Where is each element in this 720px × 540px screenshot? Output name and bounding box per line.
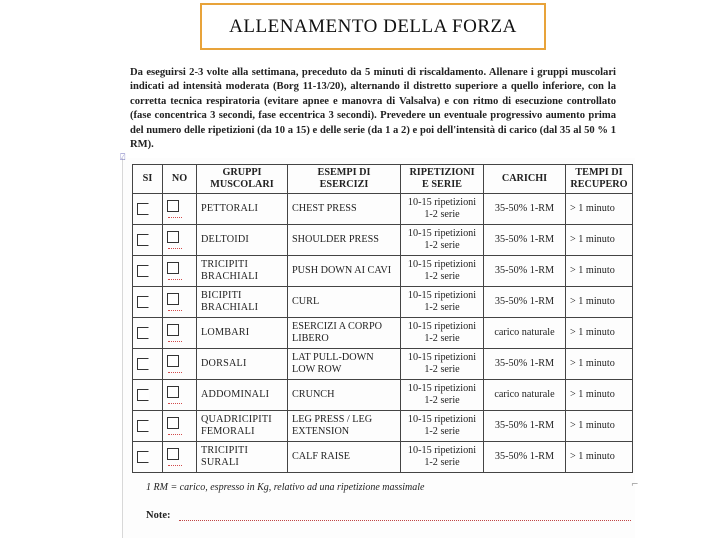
checkbox-si[interactable] — [137, 265, 149, 277]
muscle-group: ADDOMINALI — [197, 380, 288, 411]
checkbox-si[interactable] — [137, 389, 149, 401]
reps-sets — [401, 256, 484, 287]
intro-paragraph: Da eseguirsi 2-3 volte alla settimana, preceduto da 5 minuti di riscaldamento. Allenare i gruppi muscolari indicati ad intensità moderata (Borg 11-13/20), alternando il distretto superiore a quello inferiore, con la corretta tecnica respiratoria (evitare apnee e manovra di Valsalva) e con ritmo di esecuzione controllato (fase concentrica 3 secondi, fase eccentrica 3 secondi). Prevedere un eventuale progressivo aumento prima del numero delle ripetizioni (da 10 a 15) e delle serie (da 1 a 2) e poi dell'intensità di carico (dal 35 al 50 % 1 RM). — [130, 67, 616, 151]
header-loads: CARICHI — [484, 165, 566, 194]
load-value: carico naturale — [484, 318, 566, 349]
si-cell — [133, 194, 163, 225]
checkbox-si[interactable] — [137, 203, 149, 215]
table-row — [133, 287, 633, 318]
si-cell — [133, 225, 163, 256]
header-rest: TEMPI DI RECUPERO — [566, 165, 633, 194]
sets-text: 1-2 serie — [424, 457, 460, 468]
muscle-group: LOMBARI — [197, 318, 288, 349]
si-cell — [133, 256, 163, 287]
footnote: 1 RM = carico, espresso in Kg, relativo ad una ripetizione massimale — [146, 482, 425, 493]
checkbox-no[interactable] — [167, 231, 179, 243]
load-value: 35-50% 1-RM — [484, 349, 566, 380]
rest-time: > 1 minuto — [566, 349, 633, 380]
reps-text: 10-15 ripetizioni — [407, 228, 477, 239]
no-cell — [163, 349, 197, 380]
spellcheck-underline — [168, 277, 182, 280]
load-value: 35-50% 1-RM — [484, 225, 566, 256]
checkbox-no[interactable] — [167, 200, 179, 212]
muscle-group: BICIPITI BRACHIALI — [197, 287, 288, 318]
si-cell — [133, 349, 163, 380]
exercise-example: CHEST PRESS — [288, 194, 401, 225]
rest-time: > 1 minuto — [566, 287, 633, 318]
table-header-row — [133, 165, 633, 194]
notes-label: Note: — [146, 510, 171, 521]
spellcheck-underline — [168, 401, 182, 404]
no-cell — [163, 194, 197, 225]
header-examples: ESEMPI DI ESERCIZI — [288, 165, 401, 194]
checkbox-si[interactable] — [137, 234, 149, 246]
table-row — [133, 442, 633, 473]
muscle-group: TRICIPITI SURALI — [197, 442, 288, 473]
spellcheck-underline — [168, 463, 182, 466]
rest-time: > 1 minuto — [566, 225, 633, 256]
reps-sets — [401, 349, 484, 380]
notes-line[interactable] — [179, 512, 631, 521]
table-row — [133, 194, 633, 225]
exercise-example: ESERCIZI A CORPO LIBERO — [288, 318, 401, 349]
load-value: 35-50% 1-RM — [484, 442, 566, 473]
spellcheck-underline — [168, 215, 182, 218]
reps-sets — [401, 225, 484, 256]
sets-text: 1-2 serie — [424, 271, 460, 282]
checkbox-no[interactable] — [167, 417, 179, 429]
checkbox-si[interactable] — [137, 358, 149, 370]
load-value: 35-50% 1-RM — [484, 411, 566, 442]
document-corner-icon: ⍁ — [120, 153, 126, 163]
checkbox-no[interactable] — [167, 355, 179, 367]
reps-text: 10-15 ripetizioni — [407, 259, 477, 270]
si-cell — [133, 318, 163, 349]
table-row — [133, 225, 633, 256]
muscle-group: QUADRICIPITI FEMORALI — [197, 411, 288, 442]
header-si: SI — [133, 165, 163, 194]
load-value: 35-50% 1-RM — [484, 256, 566, 287]
sets-text: 1-2 serie — [424, 240, 460, 251]
sets-text: 1-2 serie — [424, 426, 460, 437]
notes-section — [146, 510, 631, 521]
load-value: carico naturale — [484, 380, 566, 411]
table-row — [133, 411, 633, 442]
no-cell — [163, 318, 197, 349]
exercise-table — [132, 164, 633, 473]
si-cell — [133, 287, 163, 318]
checkbox-no[interactable] — [167, 448, 179, 460]
muscle-group: DELTOIDI — [197, 225, 288, 256]
table-row — [133, 256, 633, 287]
si-cell — [133, 442, 163, 473]
exercise-example: LAT PULL-DOWN LOW ROW — [288, 349, 401, 380]
reps-sets — [401, 287, 484, 318]
reps-sets — [401, 194, 484, 225]
exercise-example: CRUNCH — [288, 380, 401, 411]
exercise-example: LEG PRESS / LEG EXTENSION — [288, 411, 401, 442]
rest-time: > 1 minuto — [566, 380, 633, 411]
checkbox-si[interactable] — [137, 327, 149, 339]
reps-sets — [401, 380, 484, 411]
spellcheck-underline — [168, 432, 182, 435]
rest-time: > 1 minuto — [566, 318, 633, 349]
reps-sets — [401, 411, 484, 442]
reps-text: 10-15 ripetizioni — [407, 383, 477, 394]
checkbox-si[interactable] — [137, 420, 149, 432]
spellcheck-underline — [168, 246, 182, 249]
sets-text: 1-2 serie — [424, 209, 460, 220]
page-corner-mark: ⌐ — [631, 480, 639, 490]
no-cell — [163, 287, 197, 318]
no-cell — [163, 380, 197, 411]
rest-time: > 1 minuto — [566, 411, 633, 442]
spellcheck-underline — [168, 308, 182, 311]
no-cell — [163, 225, 197, 256]
table-row — [133, 349, 633, 380]
load-value: 35-50% 1-RM — [484, 194, 566, 225]
exercise-example: CURL — [288, 287, 401, 318]
exercise-example: PUSH DOWN AI CAVI — [288, 256, 401, 287]
rest-time: > 1 minuto — [566, 256, 633, 287]
si-cell — [133, 380, 163, 411]
header-group: GRUPPI MUSCOLARI — [197, 165, 288, 194]
page-title: ALLENAMENTO DELLA FORZA — [229, 15, 517, 37]
reps-text: 10-15 ripetizioni — [407, 352, 477, 363]
sets-text: 1-2 serie — [424, 395, 460, 406]
exercise-example: SHOULDER PRESS — [288, 225, 401, 256]
muscle-group: TRICIPITI BRACHIALI — [197, 256, 288, 287]
sets-text: 1-2 serie — [424, 333, 460, 344]
no-cell — [163, 411, 197, 442]
no-cell — [163, 442, 197, 473]
reps-text: 10-15 ripetizioni — [407, 445, 477, 456]
reps-sets — [401, 318, 484, 349]
header-reps: RIPETIZIONI E SERIE — [401, 165, 484, 194]
checkbox-no[interactable] — [167, 262, 179, 274]
muscle-group: PETTORALI — [197, 194, 288, 225]
rest-time: > 1 minuto — [566, 442, 633, 473]
sets-text: 1-2 serie — [424, 302, 460, 313]
exercise-example: CALF RAISE — [288, 442, 401, 473]
table-row — [133, 380, 633, 411]
title-box — [200, 3, 546, 50]
header-no: NO — [163, 165, 197, 194]
checkbox-si[interactable] — [137, 296, 149, 308]
no-cell — [163, 256, 197, 287]
reps-text: 10-15 ripetizioni — [407, 197, 477, 208]
si-cell — [133, 411, 163, 442]
sets-text: 1-2 serie — [424, 364, 460, 375]
reps-text: 10-15 ripetizioni — [407, 321, 477, 332]
spellcheck-underline — [168, 370, 182, 373]
rest-time: > 1 minuto — [566, 194, 633, 225]
checkbox-no[interactable] — [167, 386, 179, 398]
checkbox-no[interactable] — [167, 324, 179, 336]
checkbox-no[interactable] — [167, 293, 179, 305]
muscle-group: DORSALI — [197, 349, 288, 380]
table-row — [133, 318, 633, 349]
reps-sets — [401, 442, 484, 473]
spellcheck-underline — [168, 339, 182, 342]
reps-text: 10-15 ripetizioni — [407, 414, 477, 425]
reps-text: 10-15 ripetizioni — [407, 290, 477, 301]
load-value: 35-50% 1-RM — [484, 287, 566, 318]
checkbox-si[interactable] — [137, 451, 149, 463]
